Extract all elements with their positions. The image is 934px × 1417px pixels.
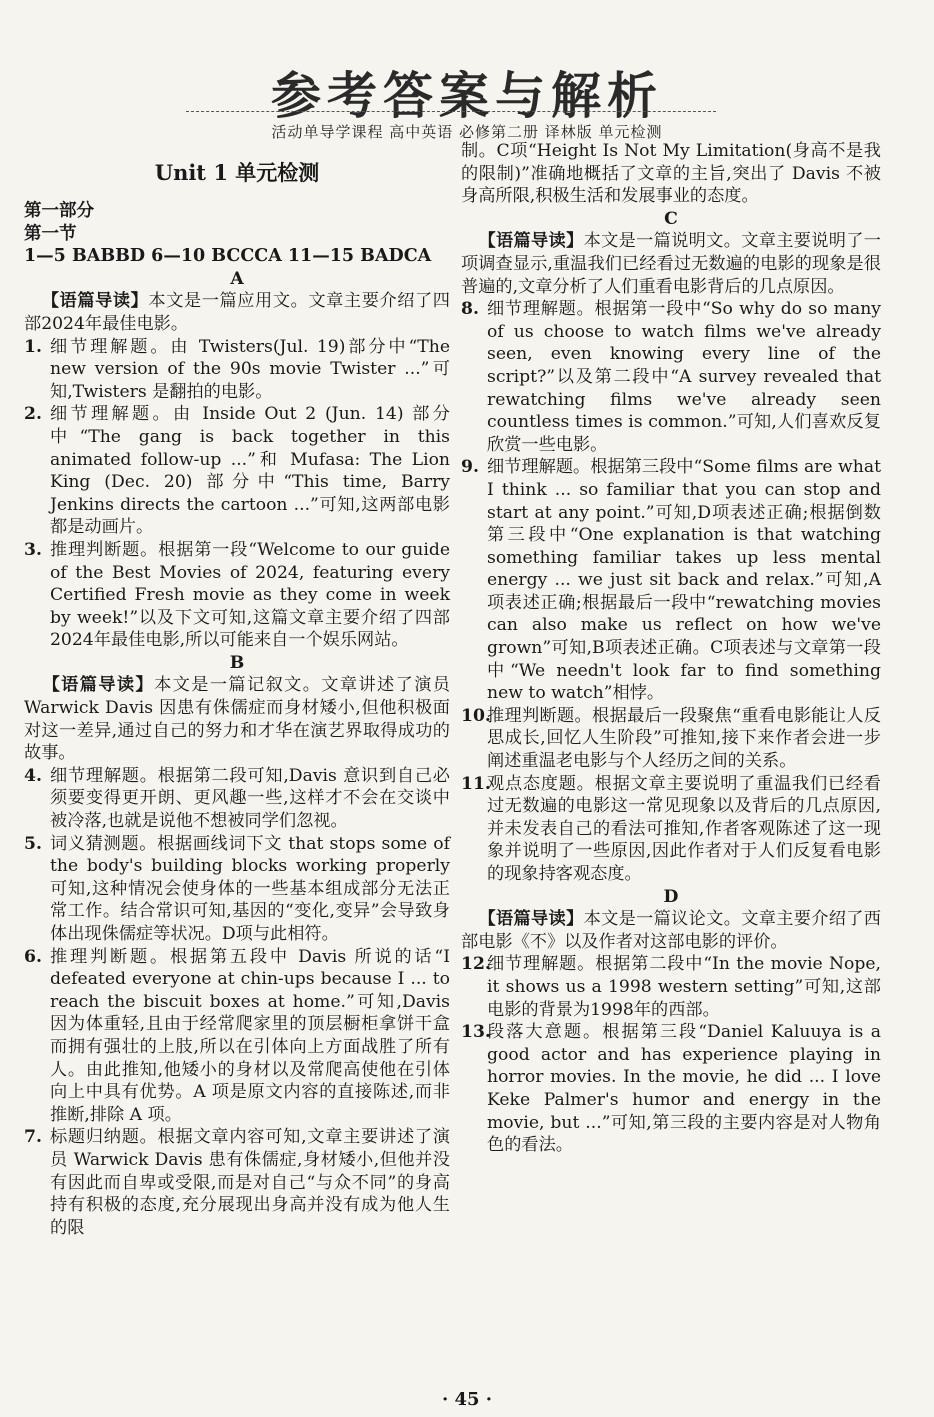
item-text: 细节理解题。由 Inside Out 2 (Jun. 14) 部分中“The gang is back together in this animated follow-up ...”和 Mufasa: The Lion King (Dec. 20) 部分中“This time, Barry Jenkins directs the cartoon ...”可知,这两部电影都是动画片。 bbox=[50, 404, 450, 538]
item-number: 5. bbox=[24, 833, 42, 854]
item-number: 11. bbox=[461, 773, 491, 794]
guide-text: 本文是一篇应用文。文章主要介绍了四部2024年最佳电影。 bbox=[24, 291, 450, 334]
item-text: 细节理解题。根据第三段中“Some films are what I think ... so familiar that you can stop and start at any point.”可知,D项表述正确;根据倒数第三段中“One explanation is that watching something familiar takes up less mental energy ... we just sit back and relax.”可知,A项表述正确;根据最后一段中“rewatching movies can also make us reflect on how we've grown”可知,B项表述正确。C项表述与文章第一段中“We needn't look far to find something new to watch”相悖。 bbox=[487, 457, 881, 704]
section-heading: 第一节 bbox=[24, 223, 77, 244]
unit-title: Unit 1 单元检测 bbox=[154, 160, 320, 185]
item-number: 7. bbox=[24, 1127, 42, 1148]
answer-item bbox=[24, 336, 450, 404]
item-text: 标题归纳题。根据文章内容可知,文章主要讲述了演员 Warwick Davis 患有侏儒症,身材矮小,但他并没有因此而自卑或受限,而是对自己“与众不同”的身高持有积极的态度,充分展现出身高并没有成为他人生的限 bbox=[50, 1127, 450, 1238]
item-number: 8. bbox=[461, 299, 479, 320]
guide-label: 【语篇导读】 bbox=[478, 231, 584, 252]
passage-b-heading: B bbox=[229, 652, 245, 673]
title-rule bbox=[186, 111, 716, 112]
passage-d-guide bbox=[461, 908, 881, 953]
page-number: · 45 · bbox=[441, 1389, 493, 1410]
continued-text: 制。C项“Height Is Not My Limitation(身高不是我的限制)”准确地概括了文章的主旨,突出了 Davis 不被身高所限,积极生活和发展事业的态度。 bbox=[461, 141, 881, 207]
answer-key: 1—5 BABBD 6—10 BCCCA 11—15 BADCA bbox=[24, 246, 432, 267]
item-text: 细节理解题。由 Twisters(Jul. 19)部分中“The new version of the 90s movie Twister ...”可知,Twisters 是翻拍的电影。 bbox=[50, 336, 450, 402]
answer-item bbox=[24, 403, 450, 539]
guide-label: 【语篇导读】 bbox=[41, 675, 155, 696]
item-number: 6. bbox=[24, 946, 42, 967]
left-column bbox=[24, 140, 450, 1239]
page-title: 参考答案与解析 bbox=[271, 67, 663, 125]
item-number: 4. bbox=[24, 765, 42, 786]
item-text: 观点态度题。根据文章主要说明了重温我们已经看过无数遍的电影这一常见现象以及背后的几点原因,并未发表自己的看法可推知,作者客观陈述了这一现象并说明了一些原因,因此作者对于人们反复看电影的现象持客观态度。 bbox=[487, 773, 881, 884]
guide-text: 本文是一篇记叙文。文章讲述了演员 Warwick Davis 因患有侏儒症而身材矮小,但他积极面对这一差异,通过自己的努力和才华在演艺界取得成功的故事。 bbox=[24, 675, 450, 764]
answer-item bbox=[461, 705, 881, 773]
right-column bbox=[461, 140, 881, 1157]
item-text: 细节理解题。根据第二段中“In the movie Nope, it shows us a 1998 western setting”可知,这部电影的背景为1998年的西部。 bbox=[487, 954, 881, 1020]
item-text: 段落大意题。根据第三段“Daniel Kaluuya is a good actor and has experience playing in horror movies. In the movie, he did ... I love Keke Palmer's humor and energy in the movie, but ...”可知,第三段的主要内容是对人物角色的看法。 bbox=[487, 1022, 881, 1156]
answer-item bbox=[461, 1021, 881, 1157]
answer-item bbox=[461, 456, 881, 705]
item-number: 1. bbox=[24, 336, 42, 357]
answer-item bbox=[24, 765, 450, 833]
item-text: 细节理解题。根据第一段中“So why do so many of us choose to watch films we've already seen, even knowing every line of the script?”以及第二段中“A survey revealed that rewatching films we've already seen countless times is common.”可知,人们喜欢反复欣赏一些电影。 bbox=[487, 299, 881, 455]
answer-item bbox=[461, 773, 881, 886]
answer-item bbox=[24, 1126, 450, 1239]
item-number: 3. bbox=[24, 539, 42, 560]
answer-item bbox=[24, 539, 450, 652]
item-number: 10. bbox=[461, 705, 491, 726]
item-text: 细节理解题。根据第二段可知,Davis 意识到自己必须要变得更开朗、更风趣一些,这样才不会在交谈中被冷落,也就是说他不想被同学们忽视。 bbox=[50, 765, 450, 832]
item-text: 推理判断题。根据第五段中 Davis 所说的话“I defeated everyone at chin-ups because I ... to reach the biscuit boxes at home.”可知,Davis 因为体重轻,且由于经常爬家里的顶层橱柜拿饼干盒而拥有强壮的上肢,所以在引体向上方面战胜了所有人。由此推知,他矮小的身材以及常爬高使他在引体向上中具有优势。A 项是原文内容的直接陈述,而非推断,排除 A 项。 bbox=[50, 946, 450, 1125]
page-subtitle: 活动单导学课程 高中英语 必修第二册 译林版 单元检测 bbox=[271, 123, 663, 141]
guide-label: 【语篇导读】 bbox=[41, 291, 149, 312]
item-number: 2. bbox=[24, 404, 42, 425]
item-number: 12. bbox=[461, 954, 491, 975]
passage-b-guide bbox=[24, 674, 450, 764]
item-text: 词义猜测题。根据画线词下文 that stops some of the body's building blocks working properly 可知,这种情况会使身体的一些基本组成部分无法正常工作。结合常识可知,基因的“变化,变异”会导致身体出现侏儒症等状况。D项与此相符。 bbox=[50, 833, 450, 944]
part-heading: 第一部分 bbox=[24, 201, 94, 221]
answer-item bbox=[24, 946, 450, 1127]
passage-a-heading: A bbox=[230, 268, 244, 289]
guide-text: 本文是一篇说明文。文章主要说明了一项调查显示,重温我们已经看过无数遍的电影的现象是很普遍的,文章分析了人们重看电影背后的几点原因。 bbox=[461, 231, 881, 297]
passage-c-heading: C bbox=[664, 208, 678, 229]
passage-a-guide bbox=[24, 290, 450, 335]
item-text: 推理判断题。根据最后一段聚焦“重看电影能让人反思成长,回忆人生阶段”可推知,接下来作者会进一步阐述重温老电影与个人经历之间的关系。 bbox=[487, 705, 881, 772]
answer-item bbox=[461, 953, 881, 1021]
item-number: 9. bbox=[461, 457, 479, 478]
passage-c-guide bbox=[461, 230, 881, 298]
answer-item bbox=[461, 298, 881, 456]
answer-item bbox=[24, 833, 450, 946]
guide-text: 本文是一篇议论文。文章主要介绍了西部电影《不》以及作者对这部电影的评价。 bbox=[461, 909, 881, 952]
item-number: 13. bbox=[461, 1022, 491, 1043]
guide-label: 【语篇导读】 bbox=[478, 909, 584, 930]
item-text: 推理判断题。根据第一段“Welcome to our guide of the Best Movies of 2024, featuring every Certified Fresh movie as they come in week by week!”以及下文可知,这篇文章主要介绍了四部2024年最佳电影,所以可能来自一个娱乐网站。 bbox=[50, 539, 450, 651]
passage-d-heading: D bbox=[663, 886, 679, 907]
